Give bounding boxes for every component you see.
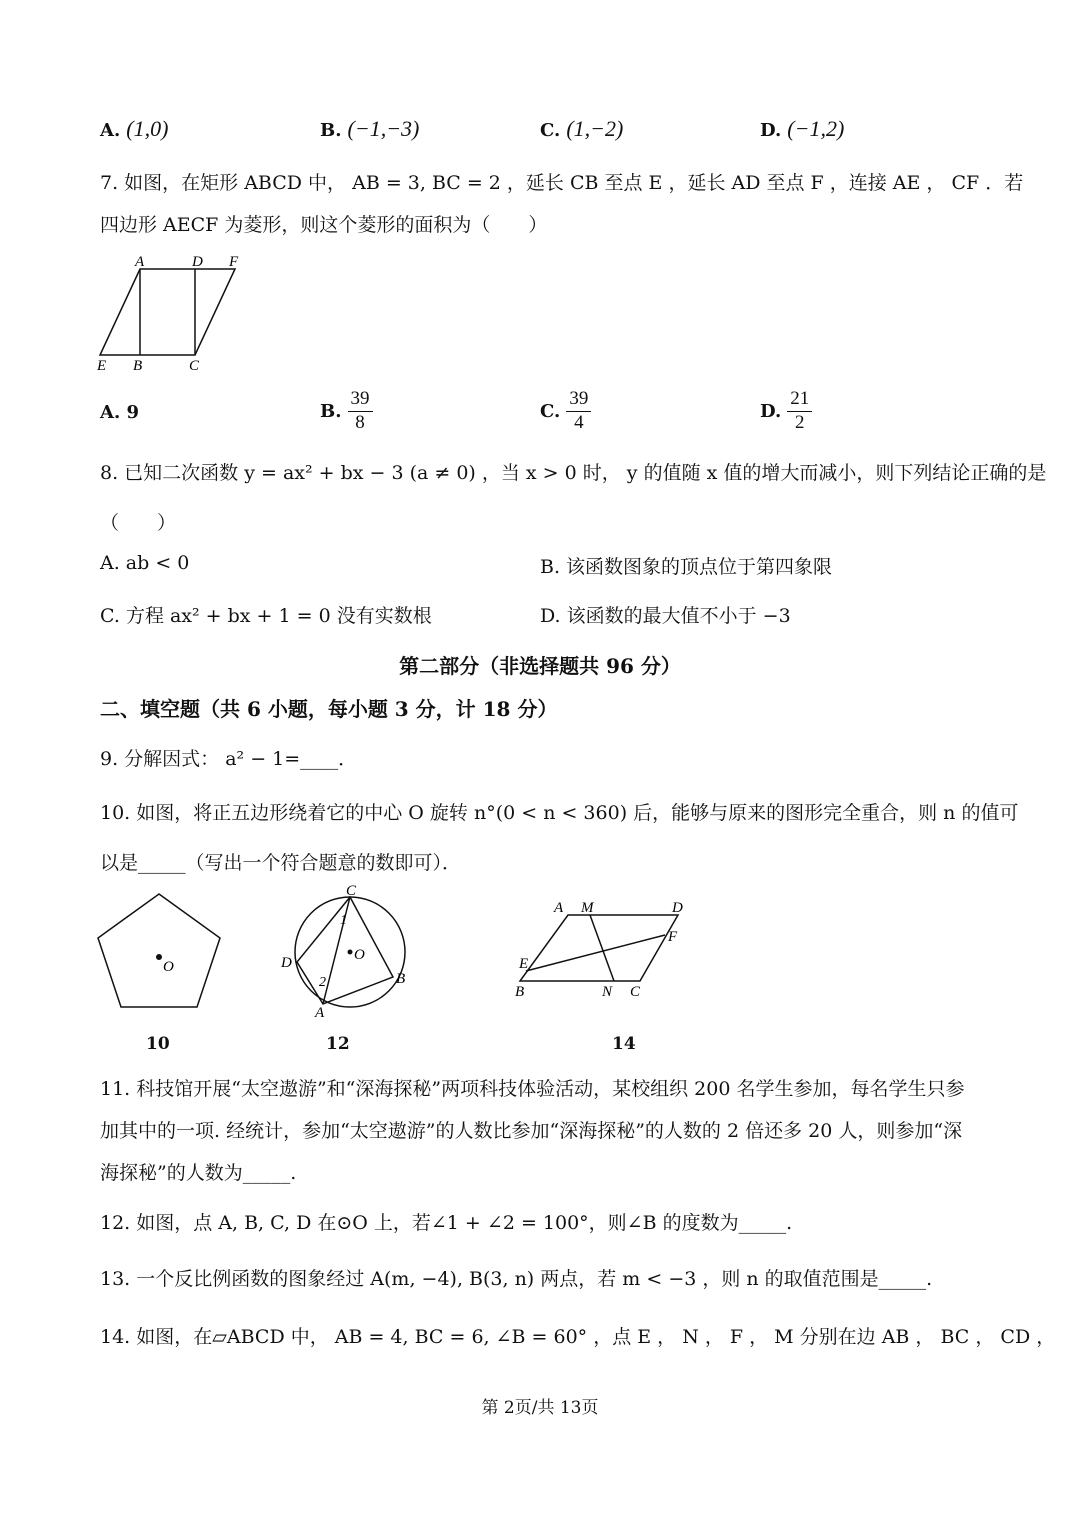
center-point-o [348, 950, 353, 955]
q8-option-b: B. 该函数图象的顶点位于第四象限 [540, 556, 833, 578]
fig10-caption: 10 [146, 1034, 170, 1054]
fig14-parallelogram [510, 895, 690, 1005]
q11-line3: 海探秘”的人数为_____. [100, 1162, 297, 1184]
label-c: C [189, 358, 200, 374]
q6-option-c [540, 116, 623, 142]
section-two-title: 二、填空题（共 6 小题，每小题 3 分，计 18 分） [100, 697, 558, 721]
label-f: F [668, 929, 678, 945]
label-f: F [229, 254, 239, 270]
q11-line1: 11. 科技馆开展“太空遨游”和“深海探秘”两项科技体验活动，某校组织 200 名学生参加，每名学生只参 [100, 1078, 965, 1100]
option-value: (−1,−3) [347, 116, 420, 141]
option-label: C. [540, 120, 561, 141]
q6-option-a [100, 116, 168, 142]
fraction: $\frac{39}{4}$ [566, 388, 591, 435]
segment-ef [526, 935, 665, 971]
fig12-circle [275, 880, 425, 1020]
q8-line1: 8. 已知二次函数 y = ax² + bx − 3 (a ≠ 0) ，当 x > 0 时， y 的值随 x 值的增大而减小，则下列结论正确的是 [100, 462, 1047, 484]
q12: 12. 如图，点 A, B, C, D 在⊙O 上，若∠1 + ∠2 = 100°，则∠B 的度数为_____. [100, 1212, 793, 1234]
label-b: B [133, 358, 143, 374]
q7-option-c [540, 388, 591, 435]
q6-option-d [760, 116, 844, 142]
q10-line2: 以是_____（写出一个符合题意的数即可）． [100, 852, 462, 874]
label-a: A [135, 254, 145, 270]
option-label: D. [760, 120, 782, 141]
fraction: $\frac{39}{8}$ [348, 388, 373, 435]
fraction: $\frac{21}{2}$ [787, 388, 812, 435]
angle-label-2: 2 [319, 975, 326, 990]
option-label: C. [540, 400, 561, 422]
option-label: D. [760, 400, 782, 422]
label-o: O [354, 947, 365, 963]
q13: 13. 一个反比例函数的图象经过 A(m, −4), B(3, n) 两点，若 m < −3 ，则 n 的取值范围是_____. [100, 1268, 933, 1290]
option-label: B. [320, 400, 342, 422]
q7-option-d [760, 388, 812, 435]
option-value: (1,−2) [566, 116, 624, 141]
fig12-caption: 12 [326, 1034, 350, 1054]
q8-option-a: A. ab < 0 [100, 552, 190, 574]
label-d: D [281, 955, 292, 971]
q7-option-a: A. 9 [100, 402, 140, 423]
q10-line1: 10. 如图，将正五边形绕着它的中心 O 旋转 n°(0 < n < 360) 后，能够与原来的图形完全重合，则 n 的值可 [100, 802, 1019, 824]
q7-figure-rhombus [95, 252, 255, 374]
option-value: (1,0) [126, 116, 169, 141]
q8-option-c: C. 方程 ax² + bx + 1 = 0 没有实数根 [100, 605, 432, 627]
q14: 14. 如图，在▱ABCD 中， AB = 4, BC = 6, ∠B = 60° ，点 E ， N ， F ， M 分别在边 AB ， BC ， CD ， [100, 1326, 1056, 1348]
fig10-pentagon [90, 885, 230, 1015]
q6-option-b [320, 116, 419, 142]
label-d: D [672, 900, 683, 916]
parallelogram-abcd [520, 915, 678, 981]
label-c: C [346, 883, 357, 899]
fig14-caption: 14 [612, 1034, 636, 1054]
q7-line2: 四边形 AECF 为菱形，则这个菱形的面积为（ ） [100, 214, 548, 236]
label-c: C [630, 984, 641, 1000]
label-d: D [192, 254, 203, 270]
label-m: M [581, 900, 594, 916]
q7-line1: 7. 如图，在矩形 ABCD 中， AB = 3, BC = 2 ，延长 CB 至点 E ，延长 AD 至点 F ，连接 AE ， CF ．若 [100, 172, 1024, 194]
label-a: A [315, 1005, 325, 1020]
q8-option-d: D. 该函数的最大值不小于 −3 [540, 605, 791, 627]
q11-line2: 加其中的一项. 经统计，参加“太空遨游”的人数比参加“深海探秘”的人数的 2 倍还多 20 人，则参加“深 [100, 1120, 963, 1142]
option-label: B. [320, 120, 342, 141]
label-a: A [554, 900, 564, 916]
rhombus-aecf [100, 269, 235, 355]
label-o: O [163, 959, 174, 975]
angle-label-1: 1 [340, 913, 347, 928]
pentagon-shape [98, 894, 220, 1007]
label-n: N [602, 984, 613, 1000]
center-point-o [156, 954, 162, 960]
part-two-title: 第二部分（非选择题共 96 分） [399, 654, 681, 678]
option-label: A. [100, 120, 121, 141]
page-footer: 第 2页/共 13页 [481, 1398, 599, 1418]
label-b: B [396, 971, 406, 987]
label-e: E [519, 956, 529, 972]
segment-mn [590, 915, 614, 981]
option-value: (−1,2) [787, 116, 845, 141]
q7-option-b [320, 388, 373, 435]
label-b: B [515, 984, 525, 1000]
label-e: E [97, 358, 107, 374]
q9: 9. 分解因式： a² − 1=____． [100, 748, 358, 770]
q8-line2: （ ） [100, 512, 177, 534]
